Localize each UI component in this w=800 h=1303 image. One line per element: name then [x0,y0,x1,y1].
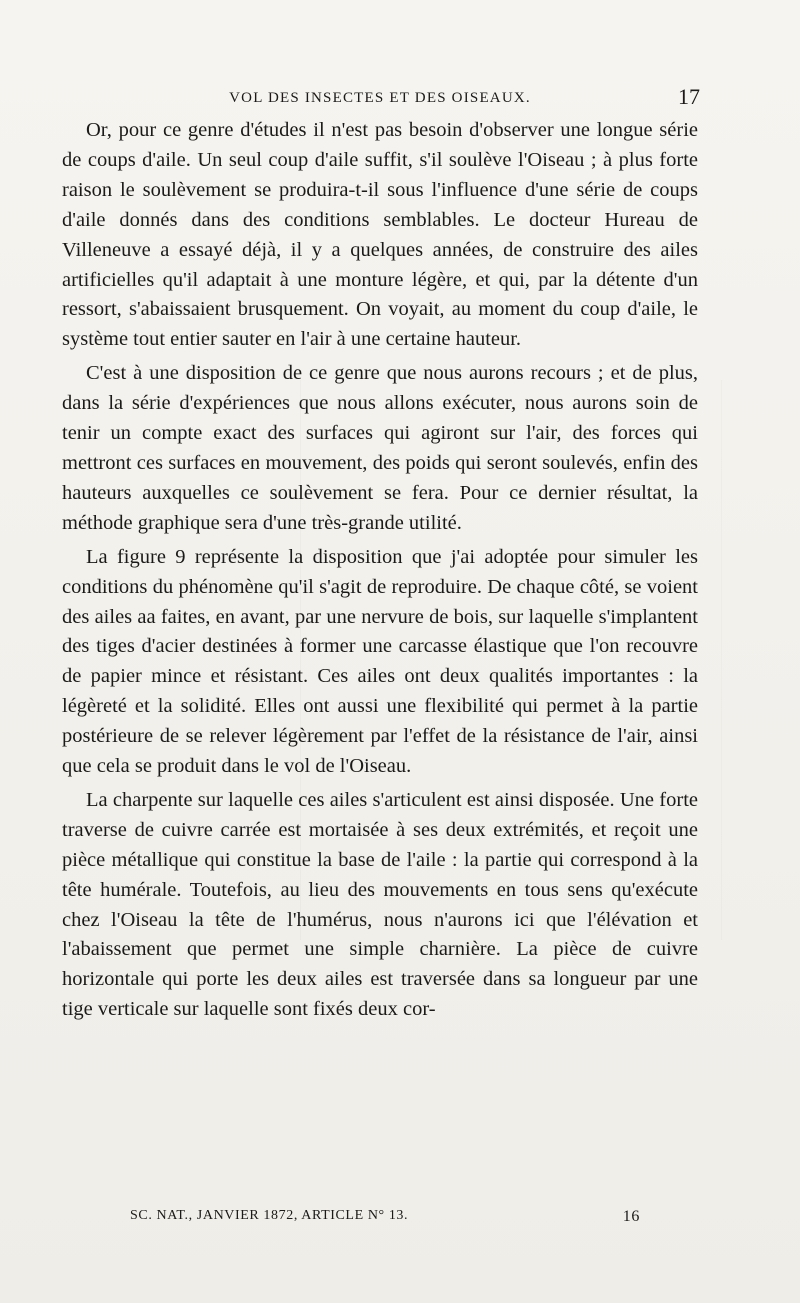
paragraph: La figure 9 représente la disposition que j'ai adoptée pour simuler les conditions du phénomène qu'il s'agit de reproduire. De chaque côté, se voient des ailes aa faites, en avant, par une nervure de bois, sur laquelle s'implantent des tiges d'acier destinées à former une carcasse élastique que l'on recouvre de papier mince et résistant. Ces ailes ont deux qualités importantes : la légèreté et la solidité. Elles ont aussi une flexibilité qui permet à la partie postérieure de se relever légèrement par l'effet de la résistance de l'air, ainsi que cela se produit dans le vol de l'Oiseau. [62,545,698,778]
paragraph: La charpente sur laquelle ces ailes s'articulent est ainsi disposée. Une forte traverse de cuivre carrée est mortaisée à ses deux extrémités, et reçoit une pièce métallique qui constitue la base de l'aile : la partie qui correspond à la tête humérale. Toutefois, au lieu des mouvements en tous sens qu'exécute chez l'Oiseau la tête de l'humérus, nous n'aurons ici que l'élévation et l'abaissement que permet une simple charnière. La pièce de cuivre horizontale qui porte les deux ailes est traversée dans sa longueur par une tige verticale sur laquelle sont fixés deux cor- [62,788,698,1021]
body-text [62,116,698,1025]
running-title: VOL DES INSECTES ET DES OISEAUX. [229,90,531,106]
page-number: 17 [678,84,700,109]
footer-journal-line: SC. NAT., JANVIER 1872, ARTICLE N° 13. [130,1208,409,1223]
page-header [60,86,700,116]
page-footer [130,1208,640,1232]
paragraph: C'est à une disposition de ce genre que nous aurons recours ; et de plus, dans la série d'expériences que nous allons exécuter, nous aurons soin de tenir un compte exact des surfaces qui agiront sur l'air, des forces qui mettront ces surfaces en mouvement, des poids qui seront soulevés, enfin des hauteurs auxquelles ce soulèvement se fera. Pour ce dernier résultat, la méthode graphique sera d'une très-grande utilité. [62,362,698,534]
signature-mark: 16 [622,1208,640,1225]
paragraph: Or, pour ce genre d'études il n'est pas besoin d'observer une longue série de coups d'aile. Un seul coup d'aile suffit, s'il soulève l'Oiseau ; à plus forte raison le soulèvement se produira-t-il sous l'influence d'une série de coups d'aile donnés dans des conditions semblables. Le docteur Hureau de Villeneuve a essayé déjà, il y a quelques années, de construire des ailes artificielles qu'il adaptait à une monture légère, et qui, par la détente d'un ressort, s'abaissaient brusquement. On voyait, au moment du coup d'aile, le système tout entier sauter en l'air à une certaine hauteur. [62,119,698,351]
